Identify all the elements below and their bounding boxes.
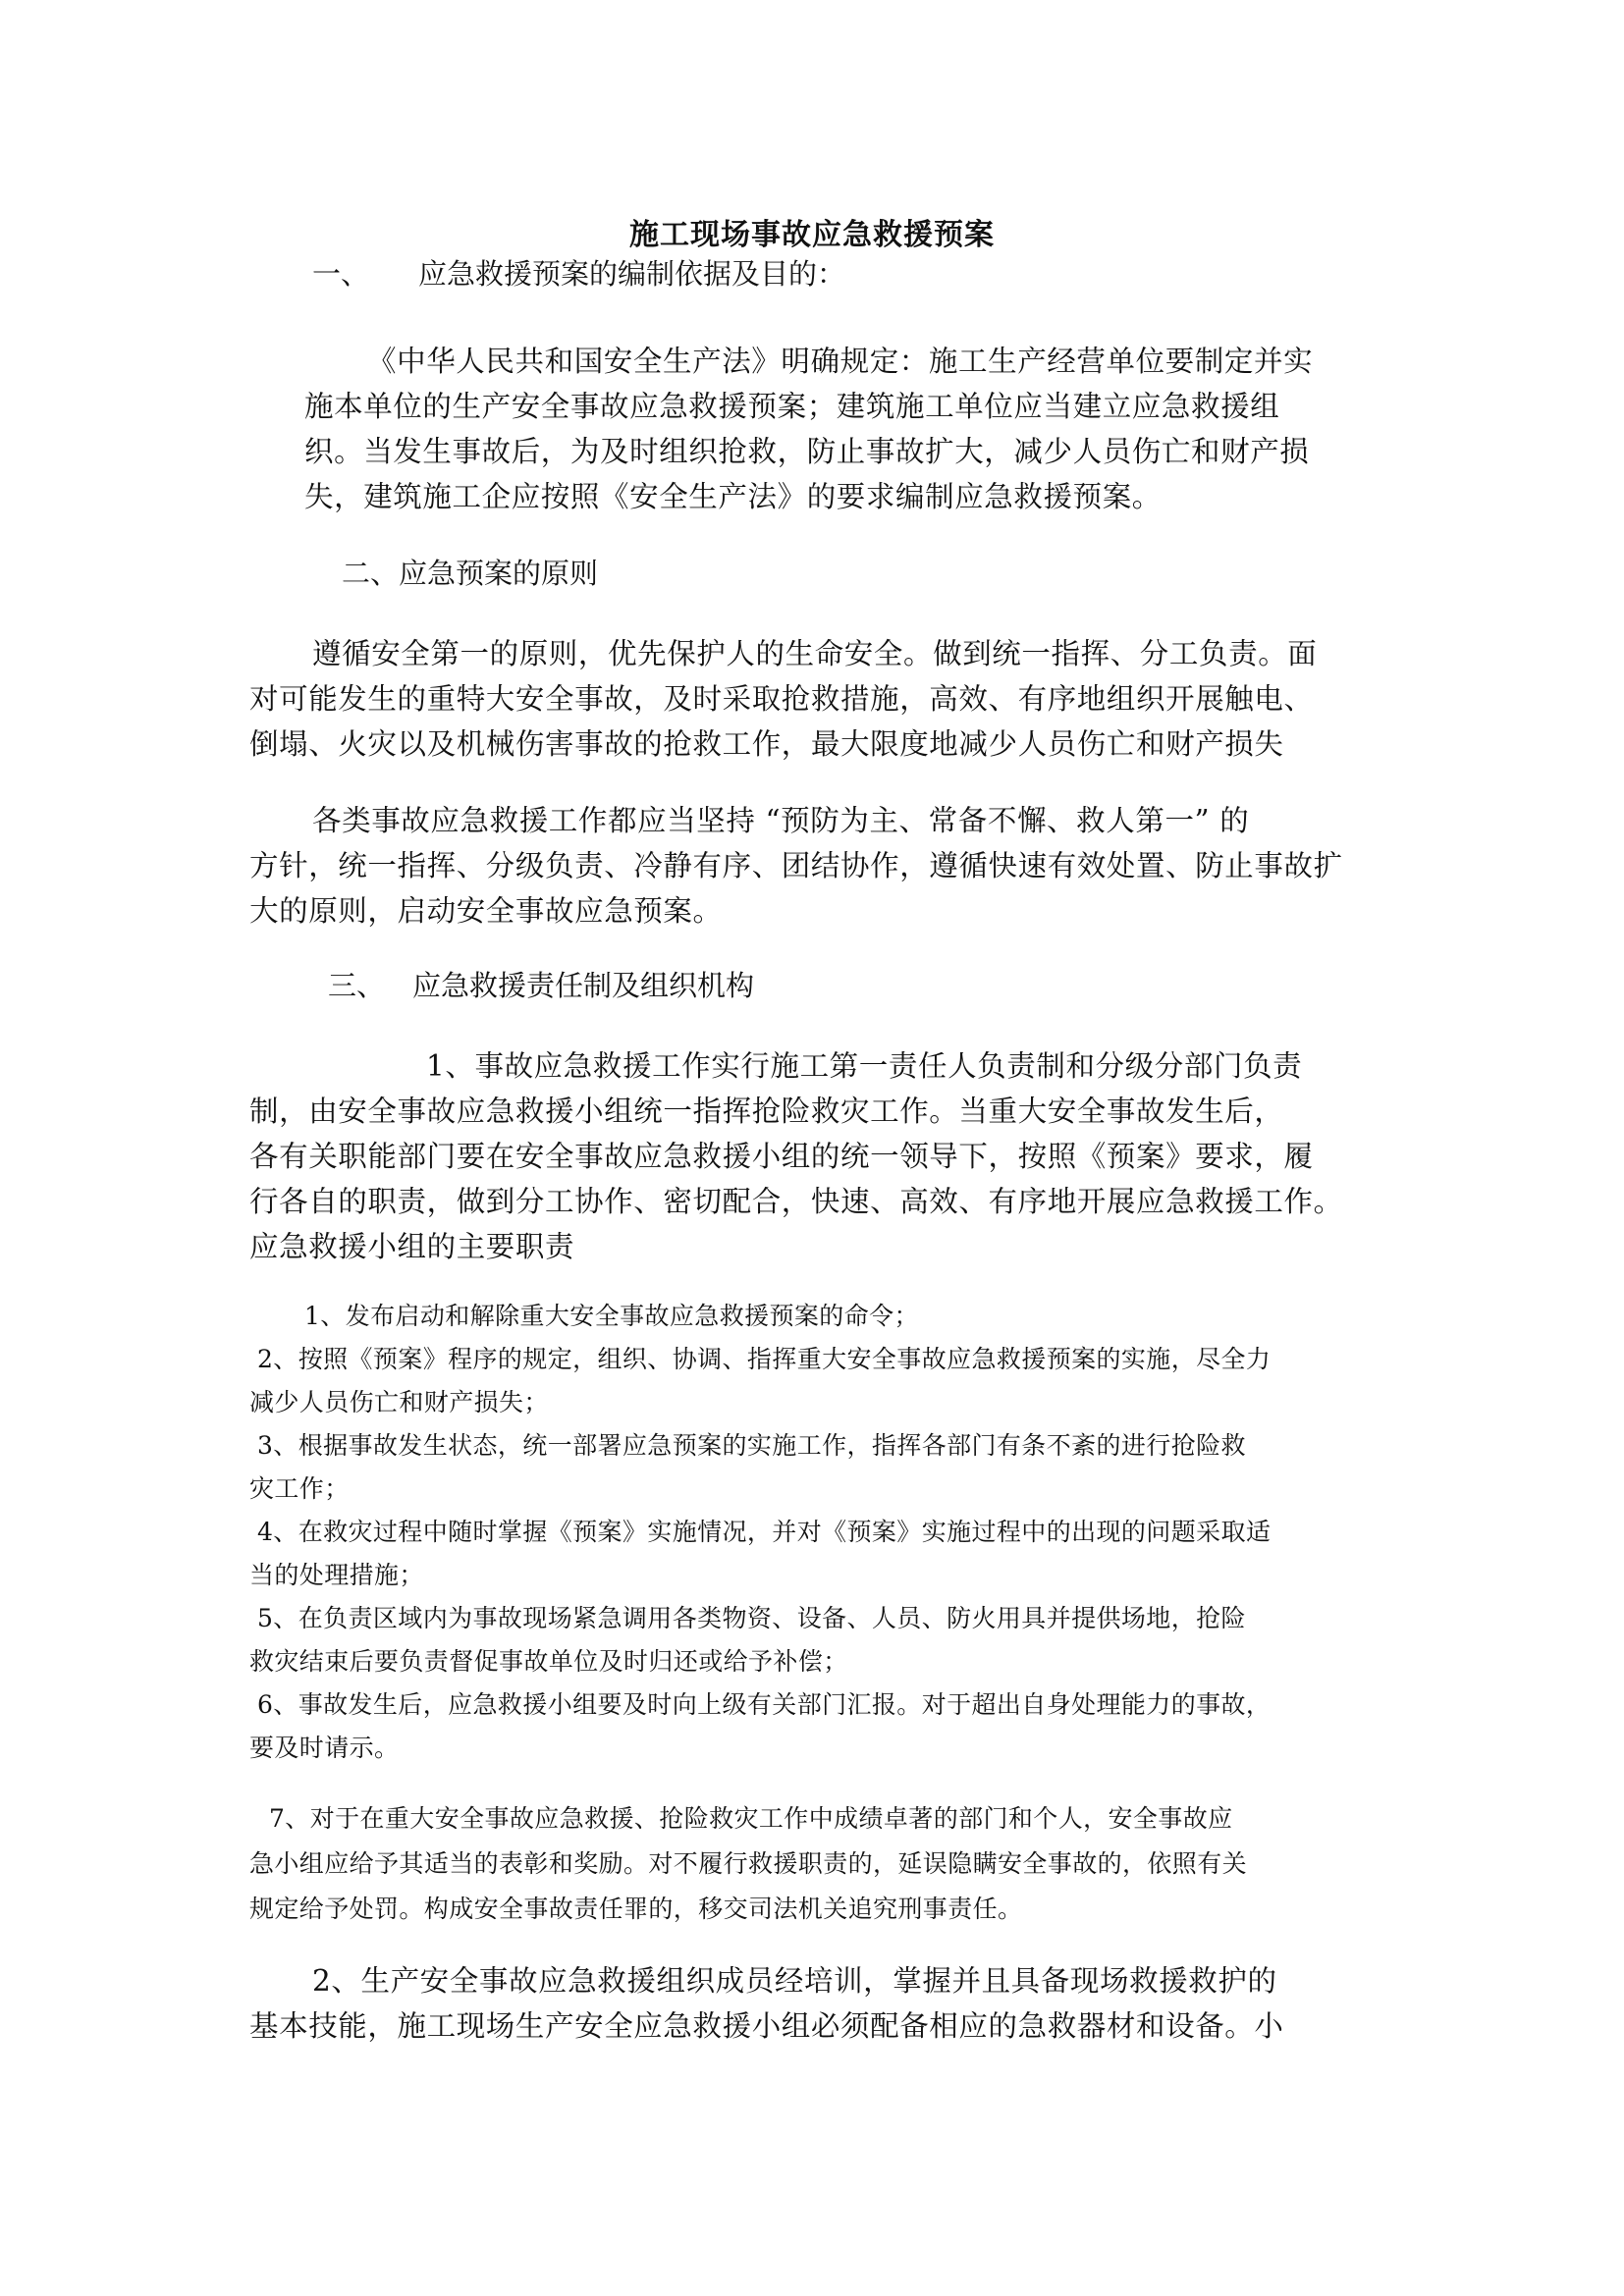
duty-item-4-cont: 当的处理措施； [249, 1561, 424, 1589]
duty-item-5-cont: 救灾结束后要负责督促事故单位及时归还或给予补偿； [249, 1647, 848, 1676]
duty-item-5: 5、在负责区域内为事故现场紧急调用各类物资、设备、人员、防火用具并提供场地，抢险 [257, 1604, 1246, 1632]
section2-paragraph1-line: 对可能发生的重特大安全事故，及时采取抢救措施，高效、有序地组织开展触电、 [249, 682, 1314, 716]
duty-item-2: 2、按照《预案》程序的规定，组织、协调、指挥重大安全事故应急救援预案的实施，尽全力 [257, 1345, 1272, 1373]
duty-item-6: 6、事故发生后，应急救援小组要及时向上级有关部门汇报。对于超出自身处理能力的事故， [257, 1690, 1272, 1719]
duty-item-3-cont: 灾工作； [249, 1474, 350, 1503]
section3-paragraph1-line: 1、事故应急救援工作实行施工第一责任人负责制和分级分部门负责 [426, 1049, 1303, 1083]
section1-paragraph-line: 失，建筑施工企应按照《安全生产法》的要求编制应急救援预案。 [304, 480, 1162, 513]
section2-paragraph2-line: 各类事故应急救援工作都应当坚持 “预防为主、常备不懈、救人第一” 的 [312, 804, 1250, 837]
duty-item-3: 3、根据事故发生状态，统一部署应急预案的实施工作，指挥各部门有条不紊的进行抢险救 [257, 1431, 1246, 1460]
section1-number: 一、 [312, 257, 370, 291]
document-title: 施工现场事故应急救援预案 [629, 218, 995, 252]
section1-paragraph-line: 《中华人民共和国安全生产法》明确规定：施工生产经营单位要制定并实 [367, 345, 1314, 378]
duty-item-7-cont: 急小组应给予其适当的表彰和奖励。对不履行救援职责的，延误隐瞒安全事故的，依照有关 [249, 1849, 1248, 1878]
section1-heading: 应急救援预案的编制依据及目的： [418, 257, 846, 291]
duty-item-7: 7、对于在重大安全事故应急救援、抢险救灾工作中成绩卓著的部门和个人，安全事故应 [269, 1804, 1233, 1833]
section3-number: 三、 [328, 969, 386, 1002]
section3-paragraph2-line: 2、生产安全事故应急救援组织成员经培训，掌握并且具备现场救援救护的 [312, 1964, 1277, 1998]
section2-heading: 二、应急预案的原则 [342, 557, 599, 590]
duty-item-1: 1、发布启动和解除重大安全事故应急救援预案的命令； [304, 1302, 919, 1330]
section3-paragraph1-line: 制，由安全事故应急救援小组统一指挥抢险救灾工作。当重大安全事故发生后， [249, 1095, 1284, 1128]
duty-item-6-cont: 要及时请示。 [249, 1734, 400, 1762]
section1-paragraph-line: 织。当发生事故后，为及时组织抢救，防止事故扩大，减少人员伤亡和财产损 [304, 435, 1310, 468]
section2-paragraph2-line: 大的原则，启动安全事故应急预案。 [249, 894, 723, 928]
section3-paragraph1-line: 应急救援小组的主要职责 [249, 1230, 575, 1263]
section3-paragraph1-line: 行各自的职责，做到分工协作、密切配合，快速、高效、有序地开展应急救援工作。 [249, 1185, 1343, 1218]
duty-item-2-cont: 减少人员伤亡和财产损失； [249, 1388, 549, 1416]
section3-heading: 应急救援责任制及组织机构 [412, 969, 755, 1002]
section1-paragraph-line: 施本单位的生产安全事故应急救援预案；建筑施工单位应当建立应急救援组 [304, 390, 1280, 423]
duty-item-4: 4、在救灾过程中随时掌握《预案》实施情况，并对《预案》实施过程中的出现的问题采取适 [257, 1518, 1272, 1546]
section2-paragraph2-line: 方针，统一指挥、分级负责、冷静有序、团结协作，遵循快速有效处置、防止事故扩 [249, 849, 1343, 882]
section3-paragraph1-line: 各有关职能部门要在安全事故应急救援小组的统一领导下，按照《预案》要求，履 [249, 1140, 1314, 1173]
section3-paragraph2-line: 基本技能，施工现场生产安全应急救援小组必须配备相应的急救器材和设备。小 [249, 2009, 1284, 2043]
section2-paragraph1-line: 倒塌、火灾以及机械伤害事故的抢救工作，最大限度地减少人员伤亡和财产损失 [249, 727, 1284, 761]
duty-item-7-cont: 规定给予处罚。构成安全事故责任罪的，移交司法机关追究刑事责任。 [249, 1895, 1023, 1923]
section2-paragraph1-line: 遵循安全第一的原则，优先保护人的生命安全。做到统一指挥、分工负责。面 [312, 637, 1318, 670]
